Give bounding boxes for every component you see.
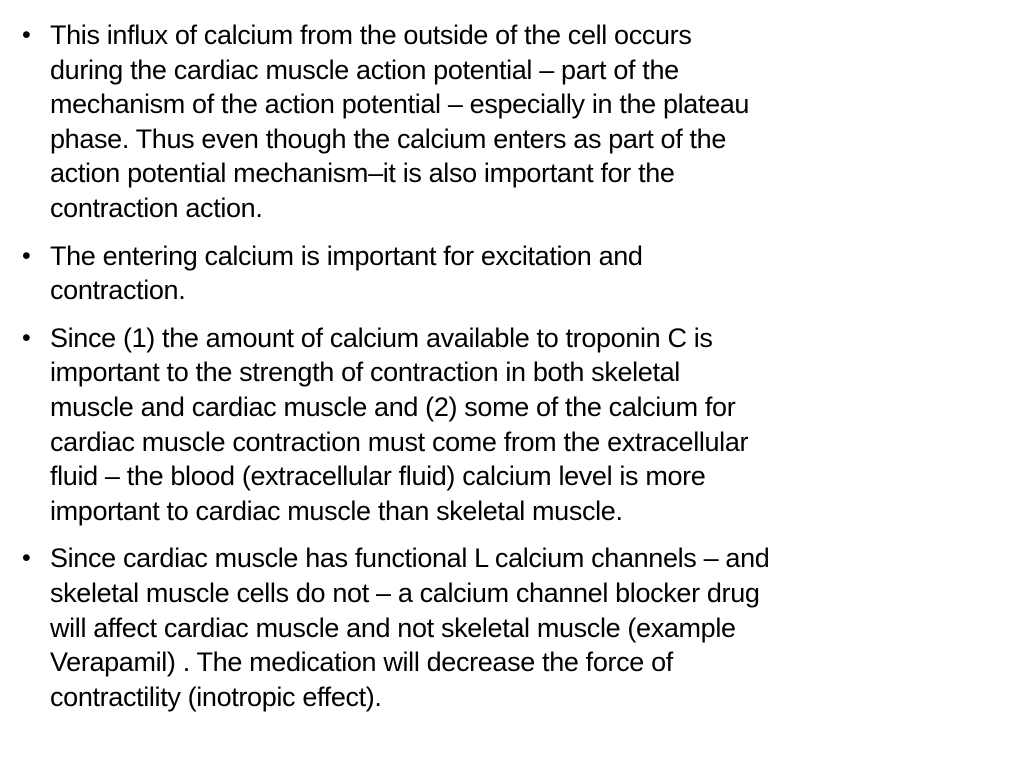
bullet-text-line: contraction.: [50, 275, 186, 306]
bullet-item: [18, 541, 1003, 714]
bullet-text-line: during the cardiac muscle action potential – part of the: [50, 54, 679, 85]
bullet-text-line: This influx of calcium from the outside of the cell occurs: [50, 20, 692, 50]
bullet-text-line: will affect cardiac muscle and not skeletal muscle (example: [50, 612, 736, 643]
bullet-text-line: Verapamil) . The medication will decrease the force of: [50, 647, 673, 678]
bullet-item: [18, 18, 1003, 226]
bullet-text-line: cardiac muscle contraction must come from the extracellular: [50, 426, 749, 457]
bullet-text-line: Since cardiac muscle has functional L calcium channels – and: [50, 543, 770, 574]
bullet-text-line: important to the strength of contraction in both skeletal: [50, 357, 680, 388]
bullet-text-line: muscle and cardiac muscle and (2) some of the calcium for: [50, 391, 736, 422]
bullet-dot-icon: •: [22, 323, 31, 352]
bullet-text-line: fluid – the blood (extracellular fluid) calcium level is more: [50, 461, 706, 492]
bullet-text-line: important to cardiac muscle than skeletal muscle.: [50, 495, 623, 526]
bullet-text-line: skeletal muscle cells do not – a calcium channel blocker drug: [50, 577, 760, 608]
bullet-text-line: mechanism of the action potential – especially in the plateau: [50, 89, 750, 120]
bullet-dot-icon: •: [22, 241, 31, 270]
bullet-text-line: contractility (inotropic effect).: [50, 681, 382, 712]
bullet-text-line: contraction action.: [50, 192, 263, 223]
bullet-text-line: action potential mechanism–it is also important for the: [50, 158, 675, 189]
bullet-item: [18, 321, 1003, 529]
bullet-text-line: phase. Thus even though the calcium enters as part of the: [50, 123, 726, 154]
bullet-item: [18, 239, 1003, 308]
bullet-dot-icon: •: [22, 544, 31, 573]
bullet-text-line: Since (1) the amount of calcium available to troponin C is: [50, 322, 713, 353]
bullet-list: [18, 18, 1003, 727]
bullet-text-line: The entering calcium is important for excitation and: [50, 240, 643, 271]
bullet-dot-icon: •: [22, 21, 31, 49]
